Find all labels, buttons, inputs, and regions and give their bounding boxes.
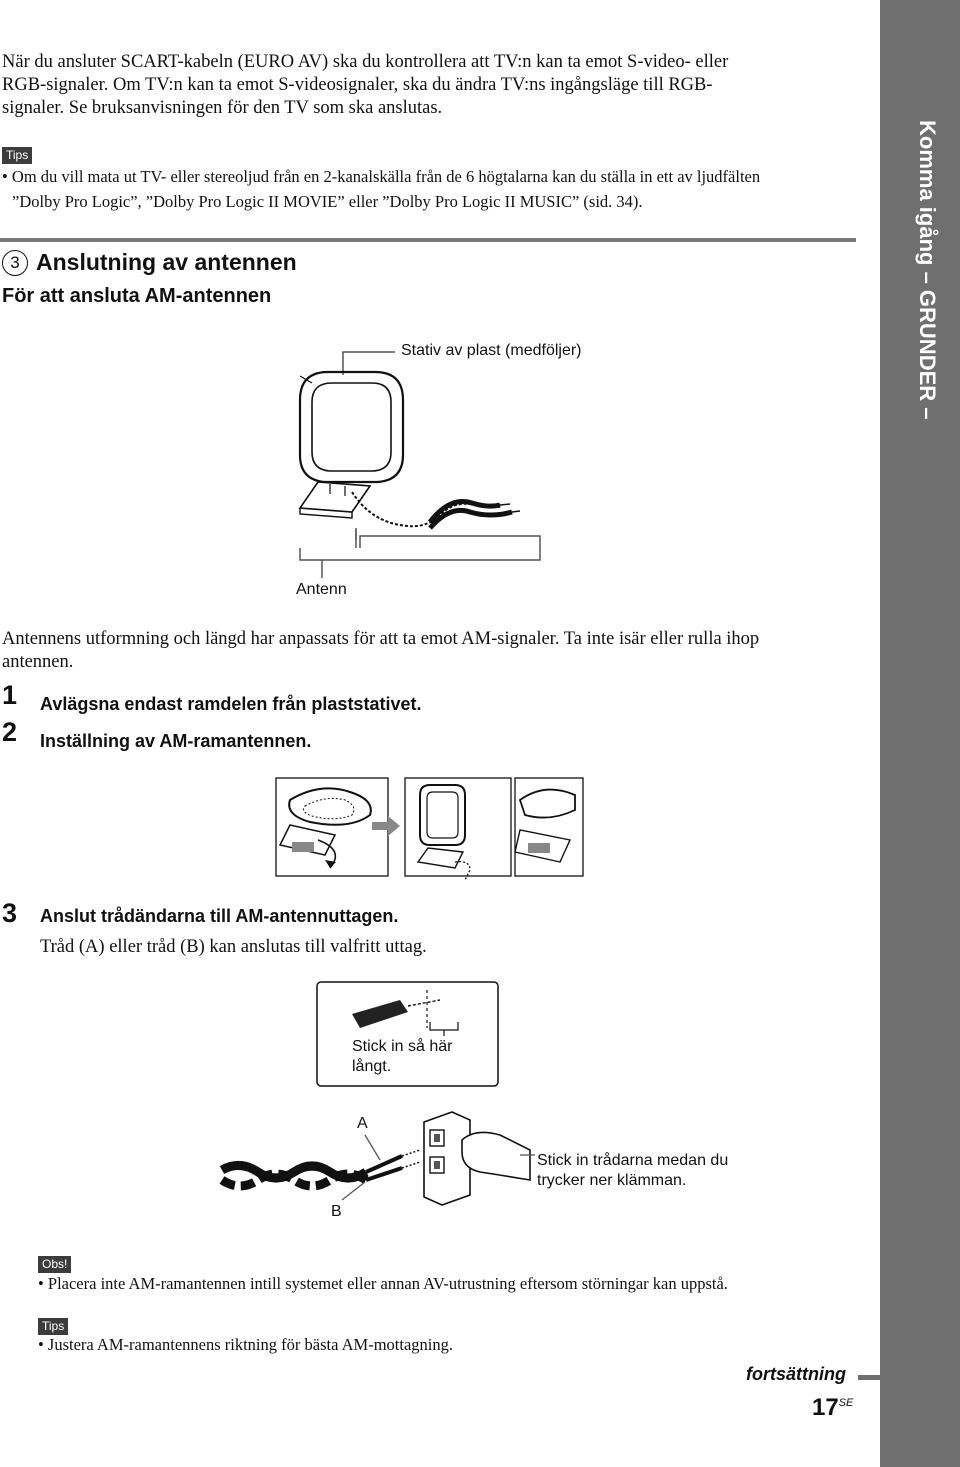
tips-line: ”Dolby Pro Logic”, ”Dolby Pro Logic II MOVIE” eller ”Dolby Pro Logic II MUSIC” (sid. 34).	[12, 192, 643, 211]
intro-line: RGB-signaler. Om TV:n kan ta emot S-videosignaler, ska du ändra TV:ns ingångsläge till RGB-	[2, 75, 713, 95]
callout-line: Stick in så här	[352, 1038, 453, 1055]
page-number	[812, 1394, 853, 1422]
step-3-text: Anslut trådändarna till AM-antennuttagen.	[40, 906, 399, 926]
note-line: trycker ner klämman.	[537, 1172, 687, 1189]
step-1-text: Avlägsna endast ramdelen från plaststativet.	[40, 694, 422, 714]
intro-line: signaler. Se bruksanvisningen för den TV som ska anslutas.	[2, 98, 443, 118]
caution-badge: Obs!	[38, 1255, 71, 1273]
step-3-number: 3	[2, 898, 18, 928]
section-subtitle: För att ansluta AM-antennen	[2, 285, 272, 307]
antenna-label: Antenn	[296, 581, 347, 598]
wire-a-label: A	[357, 1115, 368, 1132]
caution-text: • Placera inte AM-ramantennen intill systemet eller annan AV-utrustning eftersom störningar kan uppstå.	[38, 1274, 728, 1293]
page-number-value: 17	[812, 1394, 839, 1421]
continued-label: fortsättning	[746, 1364, 846, 1384]
tips-text-2: • Justera AM-ramantennens riktning för bästa AM-mottagning.	[38, 1335, 453, 1354]
intro-line: När du ansluter SCART-kabeln (EURO AV) ska du kontrollera att TV:n kan ta emot S-video- eller	[2, 52, 729, 72]
step-2-text: Inställning av AM-ramantennen.	[40, 731, 312, 751]
paragraph-line: antennen.	[2, 652, 74, 672]
note-line: Stick in trådarna medan du	[537, 1152, 729, 1169]
section-title: Anslutning av antennen	[36, 249, 297, 275]
page-suffix: SE	[838, 1397, 854, 1409]
insert-note	[537, 1151, 728, 1191]
wire-b-label: B	[331, 1203, 342, 1220]
tips-line: • Om du vill mata ut TV- eller stereoljud från en 2-kanalskälla från de 6 högtalarna kan du ställa in ett av ljudfälten	[2, 167, 761, 186]
continued-bar	[858, 1375, 880, 1380]
tips-badge: Tips	[2, 146, 32, 164]
callout-line: långt.	[352, 1058, 392, 1075]
step-1-number: 1	[2, 680, 18, 710]
step-3-subtext: Tråd (A) eller tråd (B) kan anslutas till valfritt uttag.	[40, 937, 427, 957]
stand-label: Stativ av plast (medföljer)	[401, 342, 582, 359]
side-tab-label: Komma igång – GRUNDER –	[915, 120, 940, 420]
section-number: 3	[2, 250, 28, 276]
paragraph-line: Antennens utformning och längd har anpassats för att ta emot AM-signaler. Ta inte isär eller rulla ihop	[2, 629, 760, 649]
tips-badge-2: Tips	[38, 1317, 68, 1335]
insert-depth-callout	[352, 1037, 452, 1077]
step-2-number: 2	[2, 717, 18, 747]
